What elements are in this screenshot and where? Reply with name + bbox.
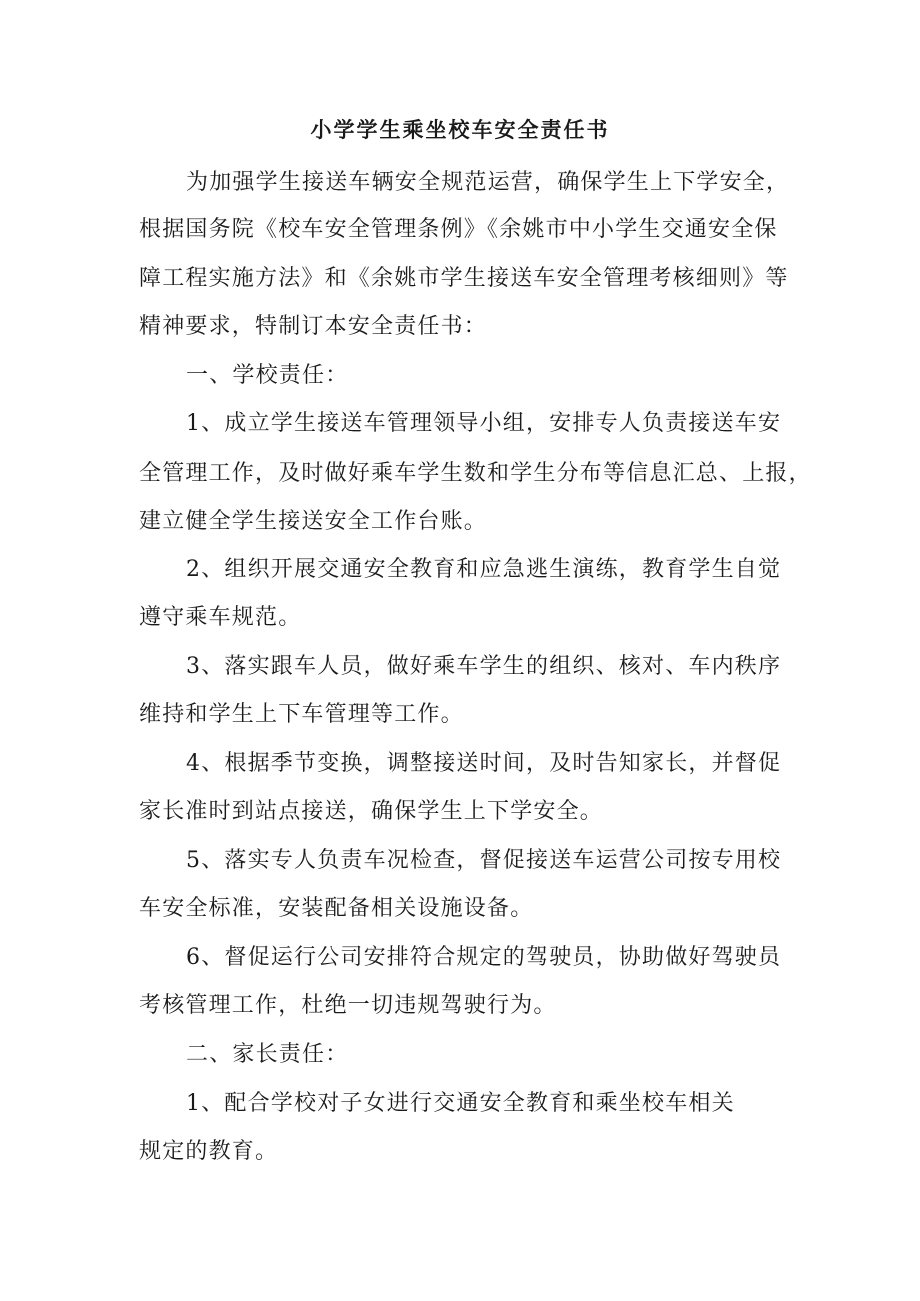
section1-item2-line2: 遵守乘车规范。 bbox=[139, 605, 302, 630]
section1-item1-line3: 建立健全学生接送安全工作台账。 bbox=[139, 509, 488, 534]
section1-item6-line1: 6、督促运行公司安排符合规定的驾驶员，协助做好驾驶员 bbox=[186, 945, 782, 970]
section1-heading: 一、学校责任： bbox=[186, 363, 349, 388]
section1-item3-line1: 3、落实跟车人员，做好乘车学生的组织、核对、车内秩序 bbox=[186, 654, 782, 679]
section1-item5-line2: 车安全标准，安装配备相关设施设备。 bbox=[139, 896, 534, 921]
intro-line-4: 精神要求，特制订本安全责任书： bbox=[139, 314, 488, 339]
section2-item1-line2: 规定的教育。 bbox=[139, 1139, 279, 1164]
intro-line-2: 根据国务院《校车安全管理条例》《余姚市中小学生交通安全保 bbox=[139, 217, 778, 242]
section1-item4-line1: 4、根据季节变换，调整接送时间，及时告知家长，并督促 bbox=[186, 751, 782, 776]
intro-line-1: 为加强学生接送车辆安全规范运营，确保学生上下学安全， bbox=[186, 170, 790, 195]
section1-item3-line2: 维持和学生上下车管理等工作。 bbox=[139, 702, 464, 727]
section1-item6-line2: 考核管理工作，杜绝一切违规驾驶行为。 bbox=[139, 993, 557, 1018]
section2-heading: 二、家长责任： bbox=[186, 1042, 349, 1067]
section1-item4-line2: 家长准时到站点接送，确保学生上下学安全。 bbox=[139, 799, 604, 824]
intro-line-3: 障工程实施方法》和《余姚市学生接送车安全管理考核细则》等 bbox=[139, 266, 789, 291]
section1-item5-line1: 5、落实专人负责车况检查，督促接送车运营公司按专用校 bbox=[186, 848, 782, 873]
section1-item1-line2: 全管理工作，及时做好乘车学生数和学生分布等信息汇总、上报， bbox=[139, 461, 812, 486]
section2-item1-line1: 1、配合学校对子女进行交通安全教育和乘坐校车相关 bbox=[186, 1091, 735, 1116]
section1-item1-line1: 1、成立学生接送车管理领导小组，安排专人负责接送车安 bbox=[186, 411, 782, 436]
section1-item2-line1: 2、组织开展交通安全教育和应急逃生演练，教育学生自觉 bbox=[186, 557, 782, 582]
document-title: 小学学生乘坐校车安全责任书 bbox=[310, 117, 610, 142]
